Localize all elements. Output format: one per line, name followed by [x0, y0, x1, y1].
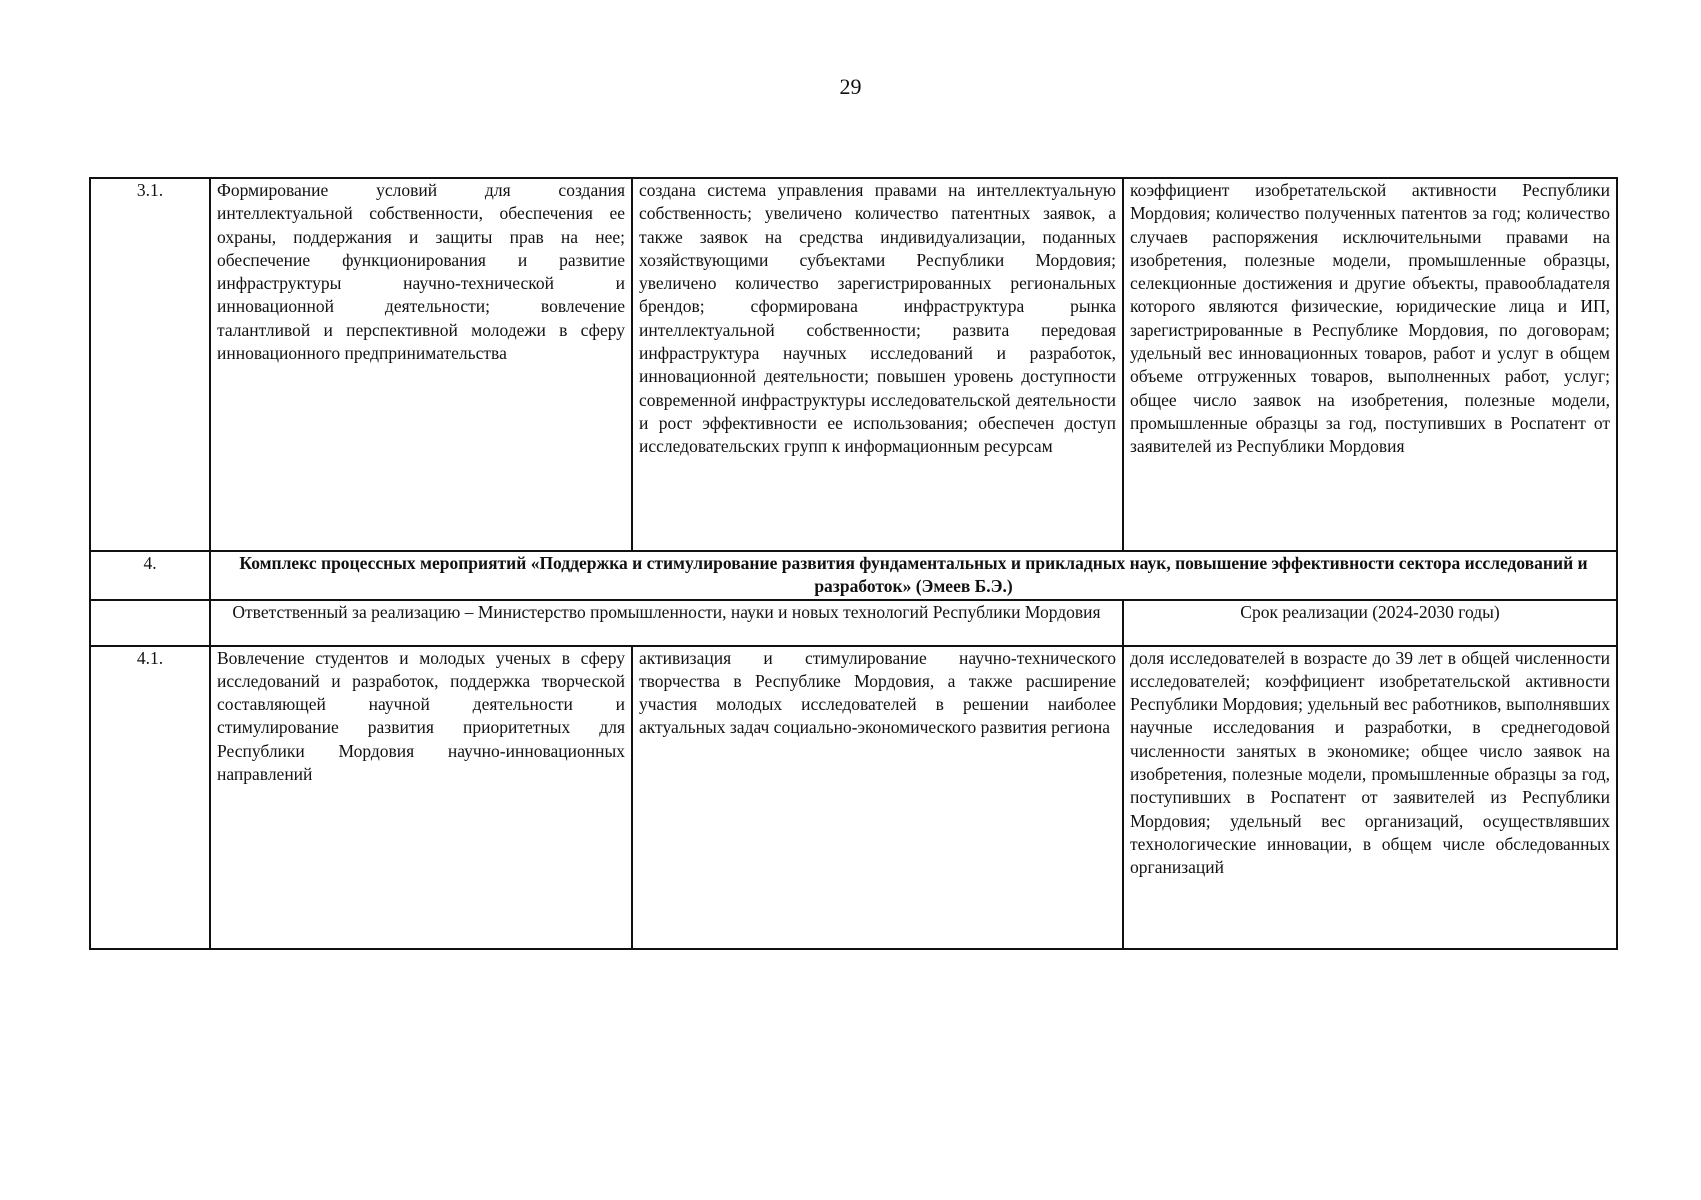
- task-cell: Вовлечение студентов и молодых ученых в сферу исследований и разработок, поддержка творческой составляющей научной деятельности и стимулирование развития приоритетных для Республики Мордовия научно-инновационных направлений: [210, 646, 632, 949]
- table-row-4: [90, 551, 1617, 600]
- row-number: 4.: [90, 551, 210, 600]
- table-row-4-1: [90, 646, 1617, 949]
- measures-table: [89, 177, 1618, 950]
- effects-cell: активизация и стимулирование научно-технического творчества в Республике Мордовия, а также расширение участия молодых исследователей в решении наиболее актуальных задач социально-экономического развития региона: [632, 646, 1123, 949]
- responsible-cell: Ответственный за реализацию – Министерство промышленности, науки и новых технологий Республики Мордовия: [210, 600, 1123, 646]
- table-row-3-1: [90, 178, 1617, 551]
- effects-cell: создана система управления правами на интеллектуальную собственность; увеличено количество патентных заявок, а также заявок на средства индивидуализации, поданных хозяйствующими субъектами Республики Мордовия; увеличено количество зарегистрированных региональных брендов; сформирована инфраструктура рынка интеллектуальной собственности; развита передовая инфраструктура научных исследований и разработок, инновационной деятельности; повышен уровень доступности современной инфраструктуры исследовательской деятельности и рост эффективности ее использования; обеспечен доступ исследовательских групп к информационным ресурсам: [632, 178, 1123, 551]
- term-cell: Срок реализации (2024-2030 годы): [1123, 600, 1617, 646]
- indicators-cell: доля исследователей в возрасте до 39 лет в общей численности исследователей; коэффициент изобретательской активности Республики Мордовия; удельный вес работников, выполнявших научные исследования и разработки, в среднегодовой численности занятых в экономике; общее число заявок на изобретения, полезные модели, промышленные образцы за год, поступивших в Роспатент от заявителей из Республики Мордовия; удельный вес организаций, осуществлявших технологические инновации, в общем числе обследованных организаций: [1123, 646, 1617, 949]
- empty-number-cell: [90, 600, 210, 646]
- table-row-responsible: [90, 600, 1617, 646]
- task-cell: Формирование условий для создания интеллектуальной собственности, обеспечения ее охраны, поддержания и защиты прав на нее; обеспечение функционирования и развитие инфраструктуры научно-технической и инновационной деятельности; вовлечение талантливой и перспективной молодежи в сферу инновационного предпринимательства: [210, 178, 632, 551]
- page-number: 29: [839, 74, 862, 99]
- row-number: 4.1.: [90, 646, 210, 949]
- section-heading: Комплекс процессных мероприятий «Поддержка и стимулирование развития фундаментальных и прикладных наук, повышение эффективности сектора исследований и разработок» (Эмеев Б.Э.): [210, 551, 1617, 600]
- row-number: 3.1.: [90, 178, 210, 551]
- indicators-cell: коэффициент изобретательской активности Республики Мордовия; количество полученных патентов за год; количество случаев распоряжения исключительными правами на изобретения, полезные модели, промышленные образцы, селекционные достижения и другие объекты, правообладателя которого являются физические, юридические лица и ИП, зарегистрированные в Республике Мордовия, по договорам; удельный вес инновационных товаров, работ и услуг в общем объеме отгруженных товаров, выполненных работ, услуг; общее число заявок на изобретения, полезные модели, промышленные образцы за год, поступивших в Роспатент от заявителей из Республики Мордовия: [1123, 178, 1617, 551]
